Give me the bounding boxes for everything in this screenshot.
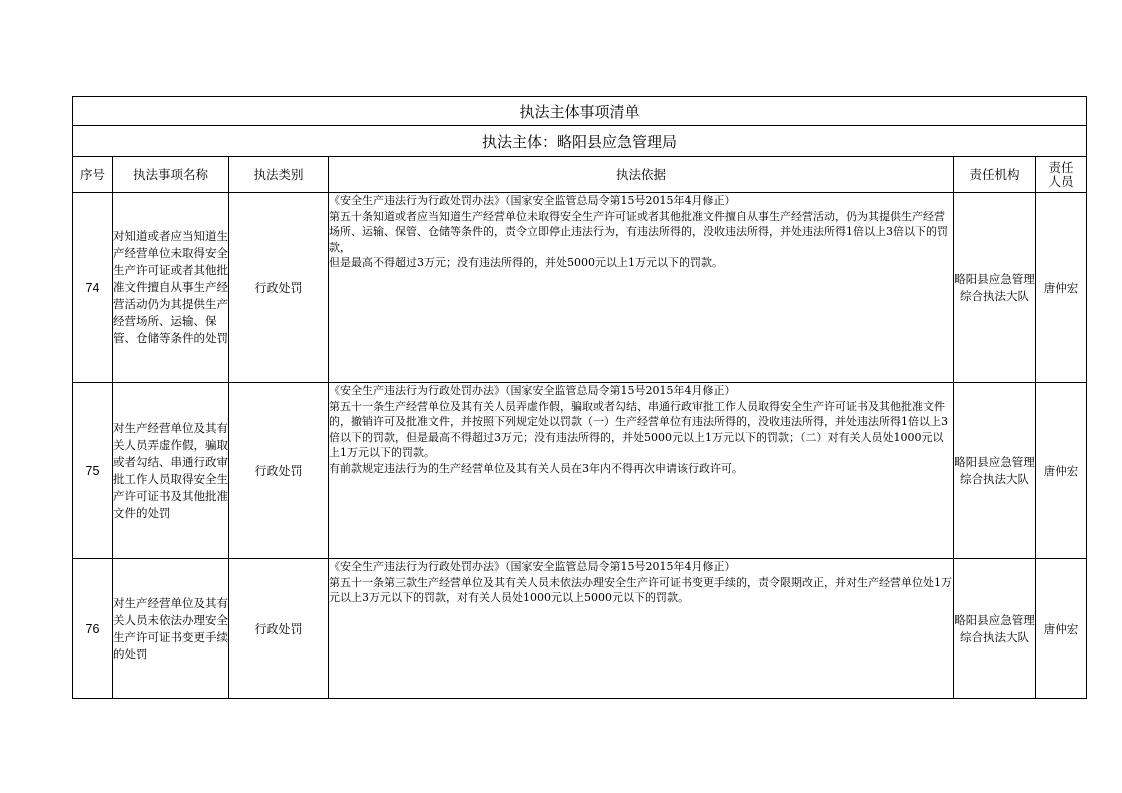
- row-person: 唐仲宏: [1036, 193, 1087, 383]
- row-org: 略阳县应急管理综合执法大队: [954, 193, 1036, 383]
- column-header-seq: 序号: [73, 157, 113, 193]
- row-seq: 75: [73, 383, 113, 559]
- row-item-name: 对生产经营单位及其有关人员弄虚作假，骗取或者勾结、串通行政审批工作人员取得安全生产许可证书及其他批准文件的处罚: [113, 383, 229, 559]
- enforcement-items-table: [72, 96, 1087, 699]
- sheet-title: 执法主体事项清单: [73, 97, 1087, 126]
- row-category: 行政处罚: [229, 383, 329, 559]
- row-item-name: 对生产经营单位及其有关人员未依法办理安全生产许可证书变更手续的处罚: [113, 559, 229, 699]
- subject-row: [73, 126, 1087, 157]
- basis-paragraph: 有前款规定违法行为的生产经营单位及其有关人员在3年内不得再次申请该行政许可。: [329, 461, 743, 475]
- row-seq: 76: [73, 559, 113, 699]
- basis-paragraph: 《安全生产违法行为行政处罚办法》（国家安全监管总局令第15号2015年4月修正）: [329, 194, 736, 207]
- table-row: [73, 193, 1087, 383]
- basis-paragraph: 第五十一条生产经营单位及其有关人员弄虚作假，骗取或者勾结、串通行政审批工作人员取得安全生产许可证书及其他批准文件的，撤销许可及批准文件，并按照下列规定处以罚款（一）生产经营单位有违法所得的，没收违法所得，并处违法所得1倍以上3倍以下的罚款，但是最高不得超过3万元；没有违法所得的，并处5000元以上1万元以下的罚款；（二）对有关人员处1000元以上1万元以下的罚款。: [329, 399, 948, 459]
- header-row: [73, 157, 1087, 193]
- column-header-org: 责任机构: [954, 157, 1036, 193]
- row-basis: [329, 383, 954, 559]
- title-row: [73, 97, 1087, 126]
- row-item-name: 对知道或者应当知道生产经营单位未取得安全生产许可证或者其他批准文件擅自从事生产经营活动仍为其提供生产经营场所、运输、保管、仓储等条件的处罚: [113, 193, 229, 383]
- table-row: [73, 559, 1087, 699]
- row-person: 唐仲宏: [1036, 383, 1087, 559]
- row-seq: 74: [73, 193, 113, 383]
- basis-paragraph: 《安全生产违法行为行政处罚办法》（国家安全监管总局令第15号2015年4月修正）: [329, 384, 736, 397]
- row-basis: [329, 193, 954, 383]
- row-category: 行政处罚: [229, 559, 329, 699]
- row-org: 略阳县应急管理综合执法大队: [954, 383, 1036, 559]
- row-category: 行政处罚: [229, 193, 329, 383]
- table-row: [73, 383, 1087, 559]
- column-header-person: 责任人员: [1036, 157, 1087, 193]
- column-header-name: 执法事项名称: [113, 157, 229, 193]
- column-header-basis: 执法依据: [329, 157, 954, 193]
- row-person: 唐仲宏: [1036, 559, 1087, 699]
- sheet-subject: 执法主体：略阳县应急管理局: [73, 126, 1087, 157]
- basis-paragraph: 但是最高不得超过3万元；没有违法所得的，并处5000元以上1万元以下的罚款。: [329, 256, 723, 269]
- basis-paragraph: 第五十一条第三款生产经营单位及其有关人员未依法办理安全生产许可证书变更手续的，责令限期改正，并对生产经营单位处1万元以上3万元以下的罚款，对有关人员处1000元以上5000元以下的罚款。: [329, 575, 952, 604]
- column-header-category: 执法类别: [229, 157, 329, 193]
- basis-paragraph: 《安全生产违法行为行政处罚办法》（国家安全监管总局令第15号2015年4月修正）: [329, 560, 736, 573]
- row-basis: [329, 559, 954, 699]
- row-org: 略阳县应急管理综合执法大队: [954, 559, 1036, 699]
- basis-paragraph: 第五十条知道或者应当知道生产经营单位未取得安全生产许可证或者其他批准文件擅自从事生产经营活动，仍为其提供生产经营场所、运输、保管、仓储等条件的，责令立即停止违法行为，有违法所得的，没收违法所得，并处违法所得1倍以上3倍以下的罚款，: [329, 209, 948, 254]
